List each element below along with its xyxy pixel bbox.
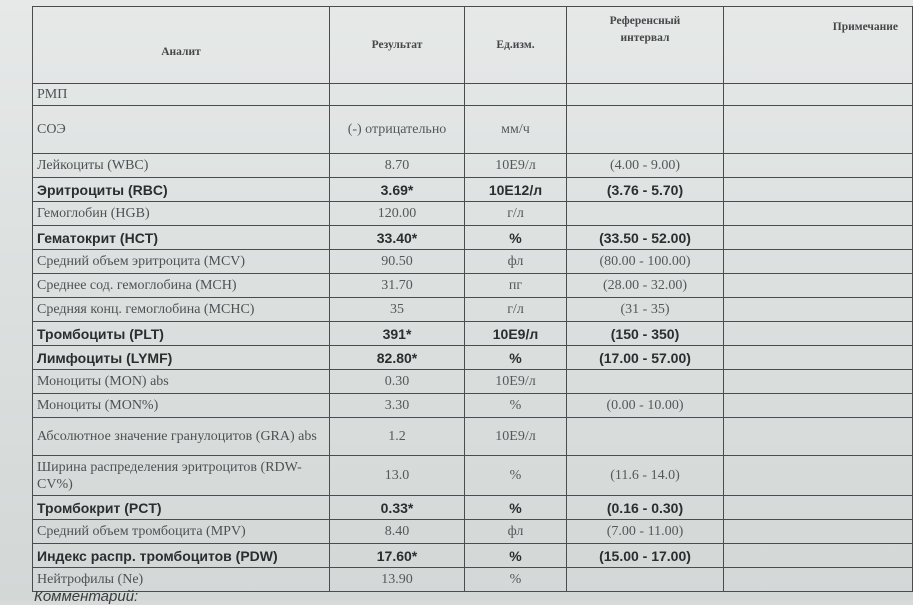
reference-range: (150 - 350): [567, 322, 724, 346]
result-value: [330, 84, 465, 106]
analyte-name: Индекс распр. тромбоцитов (PDW): [33, 544, 330, 568]
result-value: 8.40: [330, 520, 465, 544]
result-value: 82.80*: [330, 346, 465, 370]
analyte-name: Моноциты (MON%): [33, 394, 330, 418]
result-value: 31.70: [330, 274, 465, 298]
header-reference-line2: интервал: [620, 32, 670, 44]
table-row: [33, 456, 913, 496]
header-reference-line1: Референсный: [609, 15, 681, 27]
table-row: [33, 178, 913, 202]
notes-cell: [724, 298, 913, 322]
unit-value: %: [465, 544, 567, 568]
analyte-name: Средняя конц. гемоглобина (MCHC): [33, 298, 330, 322]
reference-range: (3.76 - 5.70): [567, 178, 724, 202]
notes-cell: [724, 202, 913, 226]
analyte-name: Средний объем тромбоцита (MPV): [33, 520, 330, 544]
table-header-row: [33, 7, 913, 84]
reference-range: (33.50 - 52.00): [567, 226, 724, 250]
unit-value: г/л: [465, 298, 567, 322]
result-value: 35: [330, 298, 465, 322]
table-row: [33, 544, 913, 568]
reference-range: [567, 370, 724, 394]
analyte-name: Гематокрит (HCT): [33, 226, 330, 250]
reference-range: [567, 84, 724, 106]
analyte-name: Ширина распределения эритроцитов (RDW-CV%): [33, 456, 330, 496]
unit-value: фл: [465, 250, 567, 274]
result-value: 13.90: [330, 568, 465, 592]
header-notes: Примечание: [724, 7, 913, 84]
table-row: [33, 84, 913, 106]
notes-cell: [724, 394, 913, 418]
reference-range: (31 - 35): [567, 298, 724, 322]
unit-value: 10E12/л: [465, 178, 567, 202]
notes-cell: [724, 322, 913, 346]
notes-cell: [724, 456, 913, 496]
table-row: [33, 298, 913, 322]
unit-value: пг: [465, 274, 567, 298]
reference-range: [567, 418, 724, 456]
unit-value: %: [465, 226, 567, 250]
reference-range: (15.00 - 17.00): [567, 544, 724, 568]
header-unit: Ед.изм.: [465, 7, 567, 84]
reference-range: (4.00 - 9.00): [567, 154, 724, 178]
analyte-name: РМП: [33, 84, 330, 106]
notes-cell: [724, 520, 913, 544]
header-reference: [567, 7, 724, 84]
analyte-name: Лимфоциты (LYMF): [33, 346, 330, 370]
reference-range: [567, 202, 724, 226]
unit-value: [465, 84, 567, 106]
reference-range: (80.00 - 100.00): [567, 250, 724, 274]
table-row: [33, 418, 913, 456]
reference-range: (0.16 - 0.30): [567, 496, 724, 520]
unit-value: фл: [465, 520, 567, 544]
result-value: 33.40*: [330, 226, 465, 250]
unit-value: 10E9/л: [465, 154, 567, 178]
table-row: [33, 274, 913, 298]
unit-value: %: [465, 346, 567, 370]
header-result: Результат: [330, 7, 465, 84]
reference-range: [567, 568, 724, 592]
header-analyte: Аналит: [33, 7, 330, 84]
result-value: 3.30: [330, 394, 465, 418]
analyte-name: Тромбокрит (PCT): [33, 496, 330, 520]
result-value: 1.2: [330, 418, 465, 456]
notes-cell: [724, 370, 913, 394]
notes-cell: [724, 178, 913, 202]
table-row: [33, 496, 913, 520]
result-value: (-) отрицательно: [330, 106, 465, 154]
notes-cell: [724, 544, 913, 568]
notes-cell: [724, 274, 913, 298]
table-row: [33, 322, 913, 346]
unit-value: %: [465, 568, 567, 592]
reference-range: (17.00 - 57.00): [567, 346, 724, 370]
table-row: [33, 346, 913, 370]
table-row: [33, 106, 913, 154]
notes-cell: [724, 568, 913, 592]
analyte-name: Средний объем эритроцита (MCV): [33, 250, 330, 274]
results-body: [33, 84, 913, 592]
table-row: [33, 394, 913, 418]
result-value: 0.33*: [330, 496, 465, 520]
analyte-name: СОЭ: [33, 106, 330, 154]
notes-cell: [724, 250, 913, 274]
analyte-name: Гемоглобин (HGB): [33, 202, 330, 226]
unit-value: %: [465, 456, 567, 496]
analyte-name: Среднее сод. гемоглобина (MCH): [33, 274, 330, 298]
unit-value: %: [465, 394, 567, 418]
comment-label: Комментарий:: [34, 588, 139, 605]
result-value: 8.70: [330, 154, 465, 178]
table-row: [33, 520, 913, 544]
analyte-name: Лейкоциты (WBC): [33, 154, 330, 178]
table-row: [33, 250, 913, 274]
analyte-name: Моноциты (MON) abs: [33, 370, 330, 394]
unit-value: г/л: [465, 202, 567, 226]
unit-value: 10E9/л: [465, 418, 567, 456]
table-row: [33, 568, 913, 592]
table-row: [33, 202, 913, 226]
table-row: [33, 154, 913, 178]
analyte-name: Тромбоциты (PLT): [33, 322, 330, 346]
result-value: 90.50: [330, 250, 465, 274]
result-value: 391*: [330, 322, 465, 346]
notes-cell: [724, 84, 913, 106]
unit-value: 10E9/л: [465, 322, 567, 346]
notes-cell: [724, 496, 913, 520]
analyte-name: Эритроциты (RBC): [33, 178, 330, 202]
notes-cell: [724, 346, 913, 370]
unit-value: %: [465, 496, 567, 520]
notes-cell: [724, 106, 913, 154]
table-row: [33, 370, 913, 394]
results-table: [32, 6, 913, 592]
analyte-name: Нейтрофилы (Ne): [33, 568, 330, 592]
notes-cell: [724, 418, 913, 456]
unit-value: мм/ч: [465, 106, 567, 154]
reference-range: [567, 106, 724, 154]
reference-range: (28.00 - 32.00): [567, 274, 724, 298]
result-value: 0.30: [330, 370, 465, 394]
unit-value: 10E9/л: [465, 370, 567, 394]
reference-range: (11.6 - 14.0): [567, 456, 724, 496]
reference-range: (0.00 - 10.00): [567, 394, 724, 418]
result-value: 17.60*: [330, 544, 465, 568]
result-value: 120.00: [330, 202, 465, 226]
reference-range: (7.00 - 11.00): [567, 520, 724, 544]
notes-cell: [724, 226, 913, 250]
result-value: 3.69*: [330, 178, 465, 202]
result-value: 13.0: [330, 456, 465, 496]
notes-cell: [724, 154, 913, 178]
table-row: [33, 226, 913, 250]
analyte-name: Абсолютное значение гранулоцитов (GRA) abs: [33, 418, 330, 456]
